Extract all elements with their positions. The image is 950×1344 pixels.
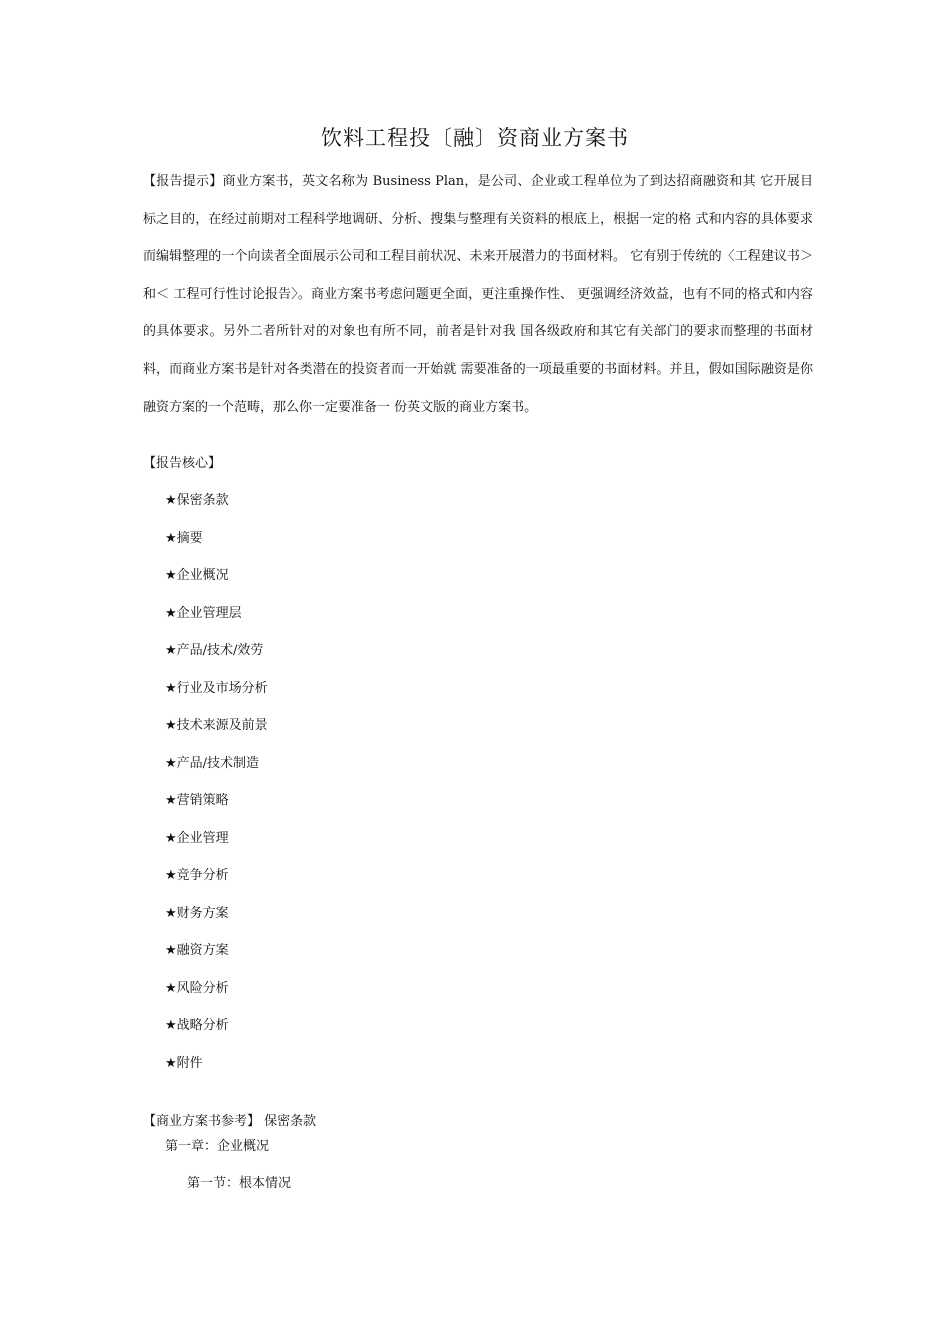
core-item-label: 技术来源及前景: [176, 718, 268, 733]
reference-line: [143, 1109, 316, 1135]
list-item: [165, 601, 268, 639]
list-item: [165, 976, 268, 1014]
core-item-label: 企业管理: [176, 830, 229, 846]
list-item: [165, 826, 268, 864]
reference-label: 【商业方案书参考】: [143, 1114, 261, 1129]
list-item: [165, 751, 268, 789]
star-icon: ★: [165, 568, 177, 583]
core-item-label: 竞争分析: [176, 868, 229, 883]
star-icon: ★: [165, 755, 177, 771]
list-item: [165, 713, 268, 751]
core-item-label: 营销策略: [176, 793, 229, 808]
list-item: [165, 638, 268, 676]
core-item-label: 企业概况: [176, 568, 229, 583]
core-item-label: 保密条款: [176, 493, 229, 508]
list-item: [165, 1051, 268, 1089]
star-icon: ★: [165, 793, 177, 808]
star-icon: ★: [165, 1018, 177, 1033]
star-icon: ★: [165, 830, 177, 846]
list-item: [165, 1013, 268, 1051]
reference-item: 保密条款: [264, 1114, 317, 1129]
core-item-label: 风险分析: [176, 980, 229, 996]
star-icon: ★: [165, 868, 177, 883]
star-icon: ★: [165, 493, 177, 508]
core-item-label: 战略分析: [176, 1018, 229, 1033]
section-heading: 第一节：根本情况: [187, 1176, 292, 1191]
core-heading: 【报告核心】: [143, 456, 222, 471]
core-item-list: [165, 488, 268, 1088]
star-icon: ★: [165, 605, 177, 621]
list-item: [165, 938, 268, 976]
list-item: [165, 526, 268, 564]
list-item: [165, 563, 268, 601]
core-item-label: 财务方案: [176, 905, 229, 921]
core-item-label: 融资方案: [176, 943, 229, 958]
core-item-label: 附件: [176, 1055, 203, 1071]
chapter-heading: 第一章：企业概况: [165, 1139, 270, 1154]
core-item-label: 摘要: [176, 530, 203, 546]
core-item-label: 产品/技术/效劳: [176, 643, 264, 658]
core-item-label: 产品/技术制造: [176, 755, 260, 771]
list-item: [165, 788, 268, 826]
list-item: [165, 901, 268, 939]
star-icon: ★: [165, 680, 177, 696]
intro-label: 【报告提示】: [143, 174, 223, 189]
star-icon: ★: [165, 943, 177, 958]
star-icon: ★: [165, 980, 177, 996]
star-icon: ★: [165, 1055, 177, 1071]
intro-text: 商业方案书，英文名称为 Business Plan，是公司、企业或工程单位为了到达招商融资和其 它开展目标之目的，在经过前期对工程科学地调研、分析、搜集与整理有关资料的根底上，根据一定的格 式和内容的具体要求而编辑整理的一个向读者全面展示公司和工程目前状况、未来开展潜力的书面材料。 它有别于传统的〈工程建议书＞ 和＜ 工程可行性讨论报告〉。商业方案书考虑问题更全面，更注重操作性、 更强调经济效益，也有不同的格式和内容的具体要求。另外二者所针对的对象也有所不同，前者是针对我 国各级政府和其它有关部门的要求而整理的书面材料，而商业方案书是针对各类潜在的投资者而一开始就 需要准备的一项最重要的书面材料。并且，假如国际融资是你融资方案的一个范畴，那么你一定要准备一 份英文版的商业方案书。: [143, 174, 813, 415]
list-item: [165, 488, 268, 526]
star-icon: ★: [165, 718, 177, 733]
star-icon: ★: [165, 905, 177, 921]
star-icon: ★: [165, 530, 177, 546]
star-icon: ★: [165, 643, 177, 658]
report-intro-paragraph: [143, 163, 813, 426]
list-item: [165, 676, 268, 714]
core-item-label: 企业管理层: [176, 605, 242, 621]
document-title: 饮料工程投〔融〕资商业方案书: [321, 126, 629, 150]
core-item-label: 行业及市场分析: [176, 680, 268, 696]
list-item: [165, 863, 268, 901]
